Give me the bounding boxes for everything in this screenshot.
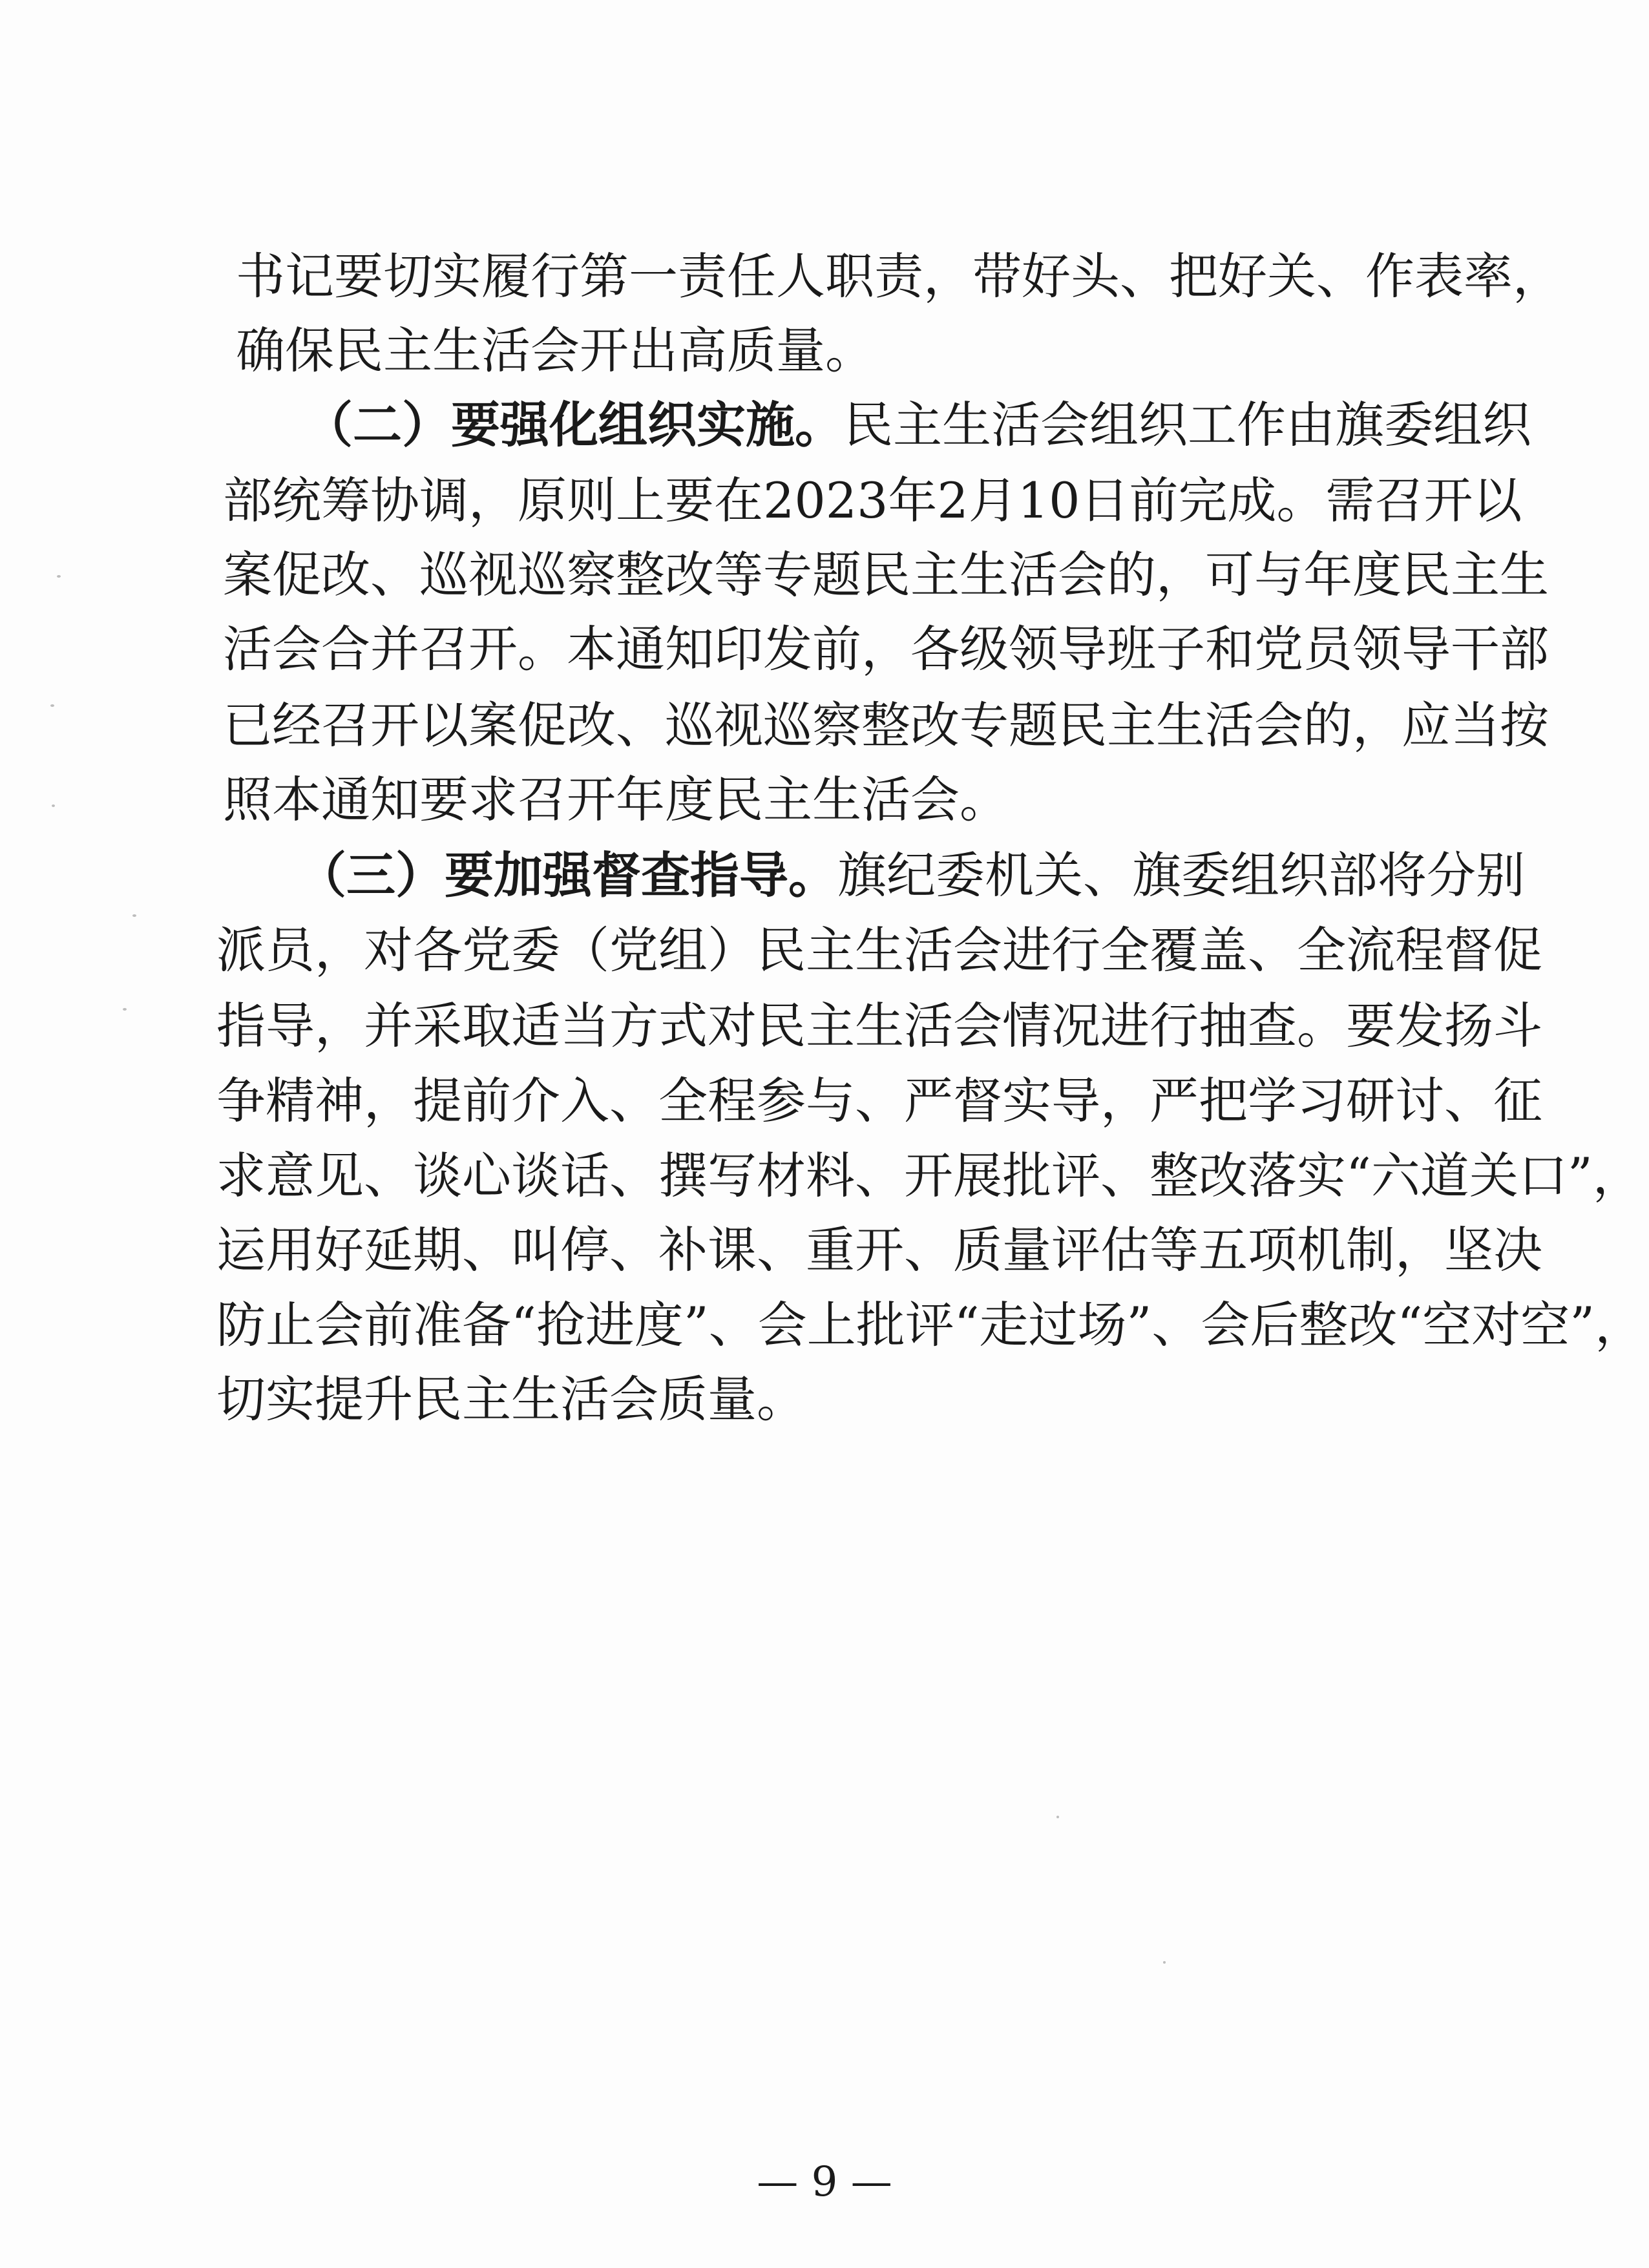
scan-speck bbox=[50, 704, 54, 707]
line-text: 指导，并采取适当方式对民主生活会情况进行抽查。要发扬斗 bbox=[216, 997, 1542, 1055]
body-line-5 bbox=[223, 546, 1549, 604]
line-text: 切实提升民主生活会质量。 bbox=[216, 1370, 806, 1428]
body-line-8 bbox=[223, 771, 1009, 828]
scan-speck bbox=[1163, 1961, 1166, 1964]
section-heading: （二）要强化组织实施。 bbox=[304, 396, 844, 454]
section-heading: （三）要加强督查指导。 bbox=[297, 846, 837, 904]
line-text: 活会合并召开。本通知印发前，各级领导班子和党员领导干部 bbox=[223, 620, 1549, 678]
body-line-7 bbox=[223, 697, 1549, 754]
line-text: 防止会前准备“抢进度”、会上批评“走过场”、会后整改“空对空”， bbox=[216, 1296, 1644, 1354]
body-line-6 bbox=[223, 620, 1549, 678]
body-line-16 bbox=[216, 1370, 806, 1428]
line-text: 照本通知要求召开年度民主生活会。 bbox=[223, 771, 1009, 828]
line-text: 已经召开以案促改、巡视巡察整改专题民主生活会的，应当按 bbox=[223, 697, 1549, 754]
body-line-14 bbox=[216, 1221, 1542, 1279]
scan-speck bbox=[1056, 1816, 1059, 1818]
scan-speck bbox=[123, 1008, 127, 1011]
body-line-10 bbox=[216, 921, 1542, 979]
line-text: 求意见、谈心谈话、撰写材料、开展批评、整改落实“六道关口”， bbox=[216, 1147, 1642, 1204]
body-line-13 bbox=[216, 1147, 1642, 1204]
body-line-2 bbox=[236, 322, 874, 379]
line-text: 派员，对各党委（党组）民主生活会进行全覆盖、全流程督促 bbox=[216, 921, 1542, 979]
page-number: — 9 — bbox=[757, 2158, 892, 2206]
line-text: 书记要切实履行第一责任人职责，带好头、把好关、作表率， bbox=[236, 247, 1562, 305]
line-text: 民主生活会组织工作由旗委组织 bbox=[844, 396, 1531, 454]
line-text: 案促改、巡视巡察整改等专题民主生活会的，可与年度民主生 bbox=[223, 546, 1549, 604]
body-line-12 bbox=[216, 1072, 1542, 1129]
body-line-15 bbox=[216, 1296, 1644, 1354]
line-text: 争精神，提前介入、全程参与、严督实导，严把学习研讨、征 bbox=[216, 1072, 1542, 1129]
section-3-heading-line bbox=[297, 846, 1525, 904]
body-line-1 bbox=[236, 247, 1562, 305]
line-text: 确保民主生活会开出高质量。 bbox=[236, 322, 874, 379]
scan-speck bbox=[52, 804, 55, 807]
body-line-11 bbox=[216, 997, 1542, 1055]
body-line-4 bbox=[223, 472, 1522, 529]
line-text: 部统筹协调，原则上要在2023年2月10日前完成。需召开以 bbox=[223, 472, 1522, 529]
scan-speck bbox=[57, 575, 61, 578]
line-text: 运用好延期、叫停、补课、重开、质量评估等五项机制，坚决 bbox=[216, 1221, 1542, 1279]
section-2-heading-line bbox=[304, 396, 1531, 454]
scan-speck bbox=[132, 914, 136, 917]
line-text: 旗纪委机关、旗委组织部将分别 bbox=[837, 846, 1525, 904]
